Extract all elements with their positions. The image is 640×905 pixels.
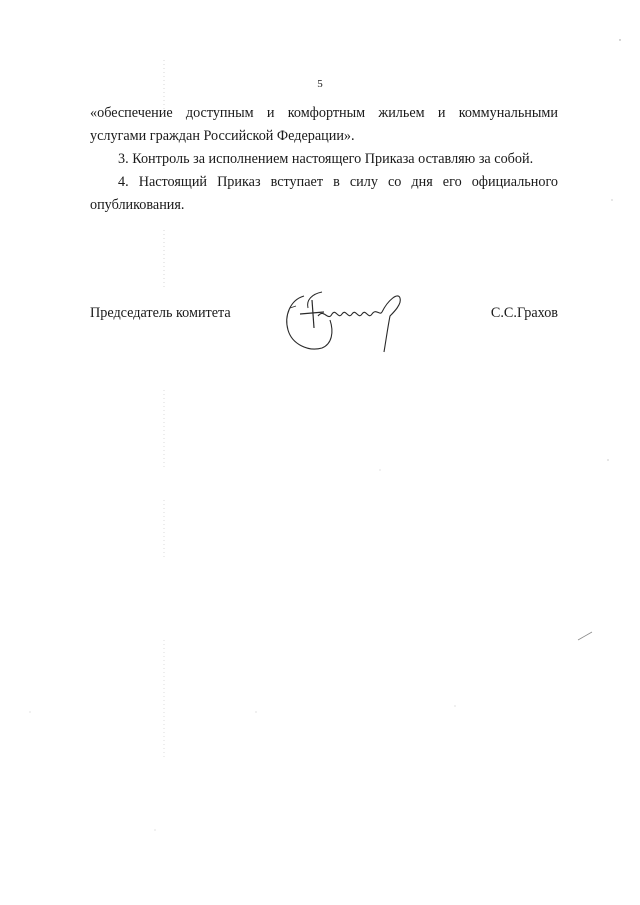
paragraph-item-4: 4. Настоящий Приказ вступает в силу со дня его официального опубликования. xyxy=(90,174,558,213)
paragraph-continuation: «обеспечение доступным и комфортным жильем и коммунальными услугами граждан Российской Федерации». xyxy=(90,105,558,144)
paragraph-item-3: 3. Контроль за исполнением настоящего Приказа оставляю за собой. xyxy=(118,151,534,167)
handwritten-signature xyxy=(282,286,412,358)
page-number: 5 xyxy=(317,78,323,90)
signatory-name: С.С.Грахов xyxy=(490,305,558,321)
document-body xyxy=(90,102,558,217)
signatory-title: Председатель комитета xyxy=(90,305,231,321)
